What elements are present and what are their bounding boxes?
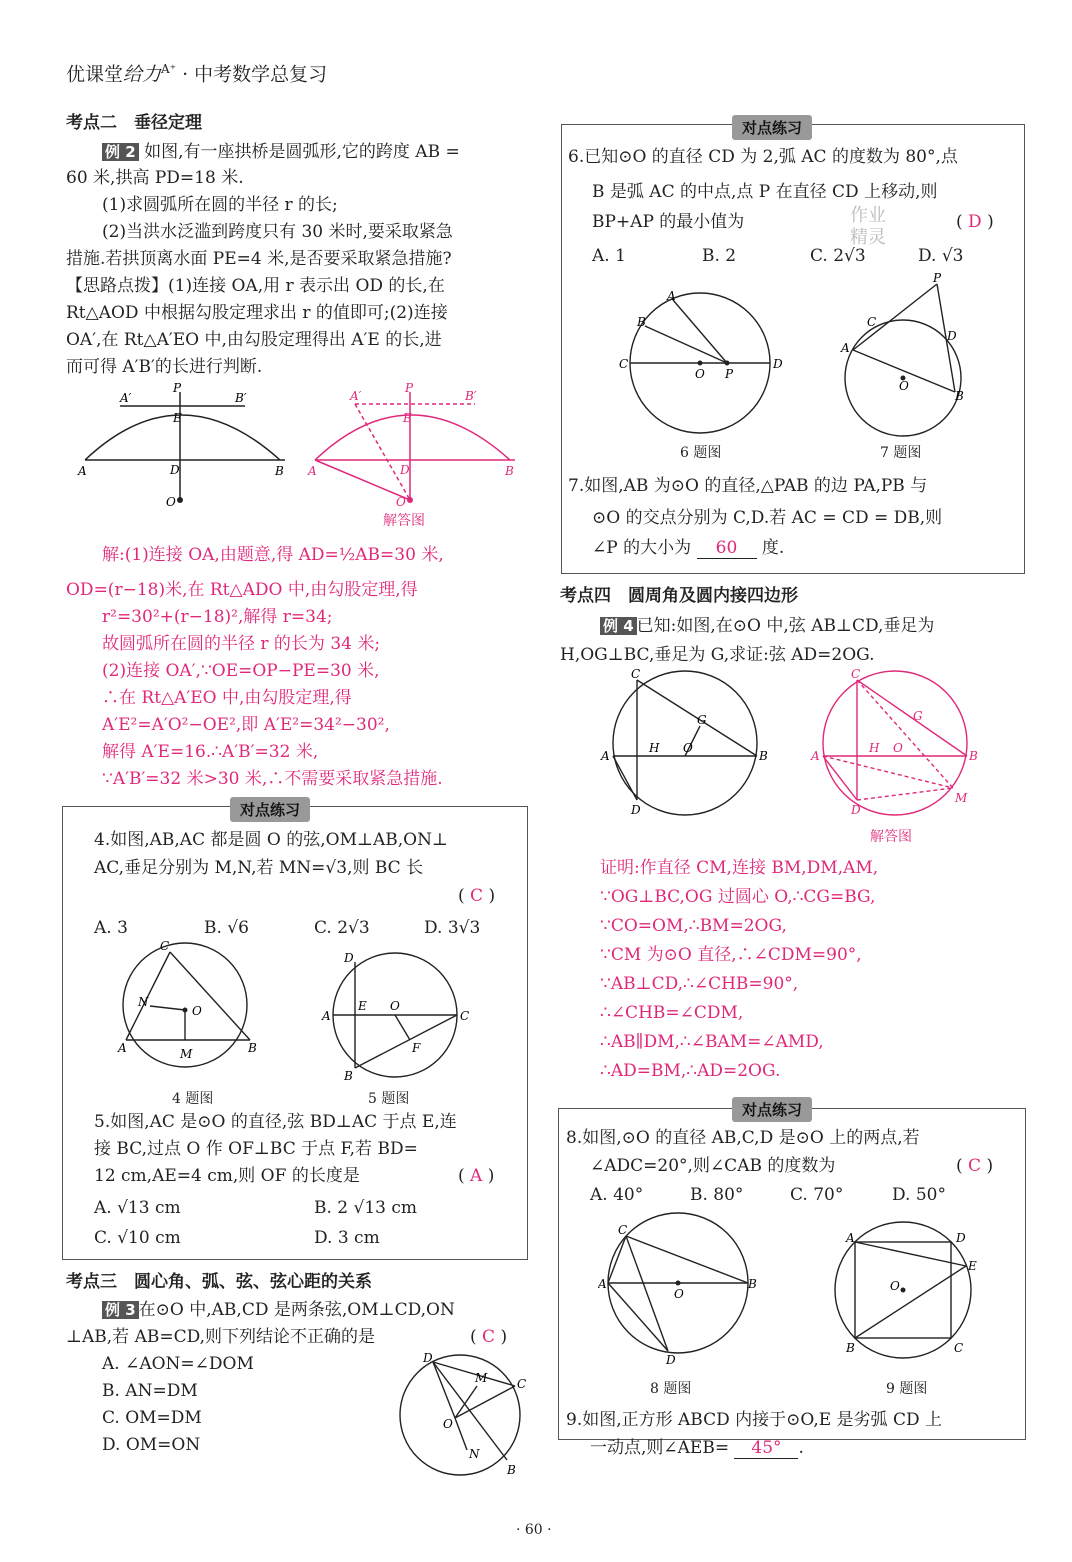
ex2-line-4: 措施.若拱顶离水面 PE=4 米,是否要采取紧急措施? — [66, 249, 452, 269]
svg-text:H: H — [649, 741, 660, 755]
q6-q7-figures — [615, 268, 995, 438]
svg-text:C: C — [460, 1009, 470, 1023]
svg-text:M: M — [955, 791, 968, 805]
ex2-line-0: 例 2 如图,有一座拱桥是圆弧形,它的跨度 AB = — [102, 142, 460, 162]
svg-text:D: D — [773, 357, 783, 371]
left-practice-title: 对点练习 — [230, 797, 310, 822]
q5-answer: A — [470, 1166, 483, 1186]
q6-option-b: B. 2 — [702, 246, 737, 266]
svg-text:E: E — [358, 999, 367, 1013]
svg-text:A: A — [598, 1277, 607, 1291]
svg-text:B: B — [275, 464, 284, 478]
q5-line-1: 接 BC,过点 O 作 OF⊥BC 于点 F,若 BD= — [94, 1139, 418, 1159]
svg-text:C: C — [631, 668, 641, 681]
q4-q5-figures — [110, 940, 490, 1080]
svg-text:B: B — [846, 1341, 855, 1355]
q5-line-2: 12 cm,AE=4 cm,则 OF 的长度是 — [94, 1166, 360, 1186]
watermark: 作业 精灵 — [850, 205, 886, 248]
svg-text:D: D — [631, 803, 641, 817]
ex4-line-1: H,OG⊥BC,垂足为 G,求证:弦 AD=2OG. — [560, 645, 875, 665]
brand-sup: A⁺ — [161, 62, 177, 76]
q4-caption: 4 题图 — [172, 1091, 214, 1107]
svg-text:E: E — [403, 411, 412, 425]
svg-text:A: A — [846, 1231, 855, 1245]
q4-option-d: D. 3√3 — [424, 918, 481, 938]
q8-answer-wrap: ( C ) — [956, 1156, 994, 1176]
bridge-figure-left — [85, 392, 285, 500]
ex2-sol-4: (2)连接 OA′,∵OE=OP−PE=30 米, — [102, 661, 380, 681]
q4-answer: C — [470, 886, 484, 906]
ex4-line-0: 例 4 已知:如图,在⊙O 中,弦 AB⊥CD,垂足为 — [600, 616, 934, 636]
q8-option-b: B. 80° — [690, 1185, 744, 1205]
svg-text:D: D — [170, 463, 180, 477]
q9-caption: 9 题图 — [886, 1381, 928, 1397]
svg-text:B: B — [637, 315, 646, 329]
svg-text:O: O — [674, 1287, 684, 1301]
ex2-sol-0: 解:(1)连接 OA,由题意,得 AD=½AB=30 米, — [102, 545, 444, 565]
header-subtitle: · 中考数学总复习 — [182, 63, 328, 86]
section3-title: 考点三 圆心角、弧、弦、弦心距的关系 — [66, 1272, 372, 1292]
ex3-figure — [395, 1350, 535, 1480]
page-number: · 60 · — [516, 1522, 552, 1538]
q7-answer: 60 — [697, 538, 757, 559]
svg-text:C: C — [954, 1341, 964, 1355]
ex3-answer-wrap: ( C ) — [470, 1327, 508, 1347]
q4-option-b: B. √6 — [204, 918, 249, 938]
ex4-proof-6: ∴AB∥DM,∴∠BAM=∠AMD, — [600, 1032, 824, 1052]
svg-text:A: A — [667, 289, 676, 303]
ex2-sol-8: ∵A′B′=32 米>30 米,∴不需要采取紧急措施. — [102, 769, 443, 789]
ex2-sol-1: OD=(r−18)米,在 Rt△ADO 中,由勾股定理,得 — [66, 580, 418, 600]
brand-script: 给力 — [123, 63, 162, 86]
svg-text:E: E — [968, 1259, 977, 1273]
q6-answer: D — [968, 212, 982, 232]
q8-option-a: A. 40° — [590, 1185, 644, 1205]
q5-option-c: C. √10 cm — [94, 1228, 181, 1248]
svg-text:O: O — [893, 741, 903, 755]
svg-text:O: O — [890, 1279, 900, 1293]
ex3-option-d: D. OM=ON — [102, 1435, 201, 1455]
svg-text:A: A — [811, 749, 820, 763]
svg-text:B: B — [344, 1069, 353, 1080]
q6-line-2: BP+AP 的最小值为 — [592, 212, 745, 232]
svg-text:B: B — [969, 749, 978, 763]
q7-line-0: 7.如图,AB 为⊙O 的直径,△PAB 的边 PA,PB 与 — [568, 476, 928, 496]
q4-line-1: AC,垂足分别为 M,N,若 MN=√3,则 BC 长 — [94, 858, 424, 878]
section4-title: 考点四 圆周角及圆内接四边形 — [560, 586, 798, 606]
svg-text:D: D — [851, 803, 861, 817]
ex3-line-1: ⊥AB,若 AB=CD,则下列结论不正确的是 — [66, 1327, 376, 1347]
ex4-proof-7: ∴AD=BM,∴AD=2OG. — [600, 1061, 781, 1081]
ex4-caption: 解答图 — [870, 829, 912, 845]
svg-text:C: C — [517, 1377, 527, 1391]
svg-text:A: A — [322, 1009, 331, 1023]
q6-option-d: D. √3 — [918, 246, 964, 266]
brand: 优课堂 — [66, 63, 124, 86]
q5-option-b: B. 2 √13 cm — [314, 1198, 418, 1218]
svg-text:O: O — [166, 495, 176, 509]
q6-answer-wrap: ( D ) — [956, 212, 994, 232]
ex2-sol-7: 解得 A′E=16.∴A′B′=32 米, — [102, 742, 319, 762]
q5-caption: 5 题图 — [368, 1091, 410, 1107]
ex2-line-2: (1)求圆弧所在圆的半径 r 的长; — [102, 195, 338, 215]
svg-text:B: B — [955, 389, 964, 403]
svg-text:N: N — [469, 1447, 480, 1461]
ex2-fig-caption: 解答图 — [383, 513, 425, 529]
svg-text:G: G — [913, 709, 923, 723]
svg-text:D: D — [400, 463, 410, 477]
right-practice-title: 对点练习 — [732, 115, 812, 140]
svg-text:O: O — [192, 1004, 202, 1018]
svg-text:B′: B′ — [235, 391, 247, 405]
ex2-line-5: 【思路点拨】(1)连接 OA,用 r 表示出 OD 的长,在 — [66, 276, 445, 296]
q9-line-1: 一动点,则∠AEB= 45° . — [590, 1438, 804, 1458]
ex3-answer: C — [482, 1327, 496, 1347]
svg-text:A: A — [601, 749, 610, 763]
q5-option-d: D. 3 cm — [314, 1228, 380, 1248]
ex4-tag: 例 4 — [600, 617, 637, 635]
q9-answer: 45° — [734, 1438, 798, 1459]
svg-text:P: P — [725, 367, 734, 381]
svg-text:C: C — [618, 1223, 628, 1237]
svg-text:C: C — [619, 357, 629, 371]
q8-option-c: C. 70° — [790, 1185, 844, 1205]
ex2-sol-5: ∴在 Rt△A′EO 中,由勾股定理,得 — [102, 688, 352, 708]
svg-text:D: D — [666, 1353, 676, 1367]
svg-text:D: D — [956, 1231, 966, 1245]
svg-text:A: A — [78, 464, 87, 478]
ex2-figure — [70, 380, 540, 530]
ex3-line-0: 例 3 在⊙O 中,AB,CD 是两条弦,OM⊥CD,ON — [102, 1300, 455, 1320]
ex2-sol-6: A′E²=A′O²−OE²,即 A′E²=34²−30², — [102, 715, 390, 735]
q4-line-0: 4.如图,AB,AC 都是圆 O 的弦,OM⊥AB,ON⊥ — [94, 830, 448, 850]
svg-text:P: P — [405, 381, 414, 395]
svg-text:E: E — [173, 411, 182, 425]
right-practice-title-2: 对点练习 — [732, 1097, 812, 1122]
ex3-option-c: C. OM=DM — [102, 1408, 202, 1428]
svg-text:O: O — [396, 495, 406, 509]
q5-option-a: A. √13 cm — [94, 1198, 181, 1218]
q7-caption: 7 题图 — [880, 445, 922, 461]
ex4-proof-4: ∵AB⊥CD,∴∠CHB=90°, — [600, 974, 799, 994]
bridge-figure-right — [315, 392, 515, 500]
q6-line-0: 6.已知⊙O 的直径 CD 为 2,弧 AC 的度数为 80°,点 — [568, 147, 958, 167]
svg-text:A: A — [118, 1041, 127, 1055]
q6-line-1: B 是弧 AC 的中点,点 P 在直径 CD 上移动,则 — [592, 182, 938, 202]
q8-answer: C — [968, 1156, 982, 1176]
ex2-line-3: (2)当洪水泛滥到跨度只有 30 米时,要采取紧急 — [102, 222, 453, 242]
q7-line-1: ⊙O 的交点分别为 C,D.若 AC = CD = DB,则 — [592, 508, 943, 528]
ex4-figure — [595, 668, 995, 818]
q6-caption: 6 题图 — [680, 445, 722, 461]
q7-line-2: ∠P 的大小为 60 度. — [592, 538, 785, 558]
ex4-proof-2: ∵CO=OM,∴BM=2OG, — [600, 916, 787, 936]
svg-text:A′: A′ — [120, 391, 132, 405]
svg-text:D: D — [344, 951, 354, 965]
svg-text:B: B — [505, 464, 514, 478]
ex2-line-7: OA′,在 Rt△A′EO 中,由勾股定理得出 A′E 的长,进 — [66, 330, 442, 350]
ex2-sol-2: r²=30²+(r−18)²,解得 r=34; — [102, 607, 333, 627]
ex2-line-8: 而可得 A′B′的长进行判断. — [66, 357, 263, 377]
svg-text:O: O — [443, 1417, 453, 1431]
q5-line-0: 5.如图,AC 是⊙O 的直径,弦 BD⊥AC 于点 E,连 — [94, 1112, 457, 1132]
svg-text:A′: A′ — [350, 389, 362, 403]
section2-title: 考点二 垂径定理 — [66, 113, 202, 133]
ex3-option-b: B. AN=DM — [102, 1381, 198, 1401]
svg-text:O: O — [683, 741, 693, 755]
svg-text:C: C — [867, 315, 877, 329]
q4-answer-wrap: ( C ) — [458, 886, 496, 906]
svg-text:H: H — [869, 741, 880, 755]
q4-option-a: A. 3 — [94, 918, 128, 938]
svg-text:P: P — [173, 381, 182, 395]
svg-text:A: A — [308, 464, 317, 478]
svg-text:A: A — [841, 341, 850, 355]
svg-text:O: O — [899, 379, 909, 393]
svg-text:M: M — [180, 1047, 193, 1061]
svg-text:D: D — [947, 329, 957, 343]
q8-option-d: D. 50° — [892, 1185, 946, 1205]
ex2-tag: 例 2 — [102, 143, 139, 161]
ex4-proof-3: ∵CM 为⊙O 直径,∴∠CDM=90°, — [600, 945, 862, 965]
q8-line-0: 8.如图,⊙O 的直径 AB,C,D 是⊙O 上的两点,若 — [566, 1128, 920, 1148]
q9-line-0: 9.如图,正方形 ABCD 内接于⊙O,E 是劣弧 CD 上 — [566, 1410, 942, 1430]
ex2-sol-3: 故圆弧所在圆的半径 r 的长为 34 米; — [102, 634, 381, 654]
svg-text:C: C — [851, 668, 861, 681]
svg-text:O: O — [390, 999, 400, 1013]
q8-caption: 8 题图 — [650, 1381, 692, 1397]
q7-unit: 度. — [761, 538, 785, 558]
q5-answer-wrap: ( A ) — [458, 1166, 495, 1186]
svg-text:P: P — [933, 271, 942, 285]
svg-text:B: B — [759, 749, 768, 763]
svg-text:M: M — [475, 1371, 488, 1385]
svg-text:D: D — [423, 1351, 433, 1365]
q8-q9-figures — [598, 1210, 988, 1370]
page-header — [66, 62, 327, 86]
ex2-line-1: 60 米,拱高 PD=18 米. — [66, 168, 244, 188]
ex4-proof-0: 证明:作直径 CM,连接 BM,DM,AM, — [600, 858, 879, 878]
q8-line-1: ∠ADC=20°,则∠CAB 的度数为 — [590, 1156, 836, 1176]
ex2-line-6: Rt△AOD 中根据勾股定理求出 r 的值即可;(2)连接 — [66, 303, 448, 323]
svg-text:F: F — [412, 1041, 421, 1055]
svg-text:B′: B′ — [465, 389, 477, 403]
svg-text:B: B — [507, 1463, 516, 1477]
svg-text:N: N — [138, 995, 149, 1009]
q4-option-c: C. 2√3 — [314, 918, 370, 938]
q6-option-a: A. 1 — [592, 246, 626, 266]
ex4-proof-5: ∴∠CHB=∠CDM, — [600, 1003, 744, 1023]
svg-text:B: B — [248, 1041, 257, 1055]
svg-text:G: G — [697, 713, 707, 727]
q6-option-c: C. 2√3 — [810, 246, 866, 266]
svg-text:B: B — [748, 1277, 757, 1291]
ex3-tag: 例 3 — [102, 1301, 139, 1319]
svg-text:O: O — [695, 367, 705, 381]
ex3-option-a: A. ∠AON=∠DOM — [102, 1354, 254, 1374]
svg-text:C: C — [160, 940, 170, 953]
ex4-proof-1: ∵OG⊥BC,OG 过圆心 O,∴CG=BG, — [600, 887, 876, 907]
